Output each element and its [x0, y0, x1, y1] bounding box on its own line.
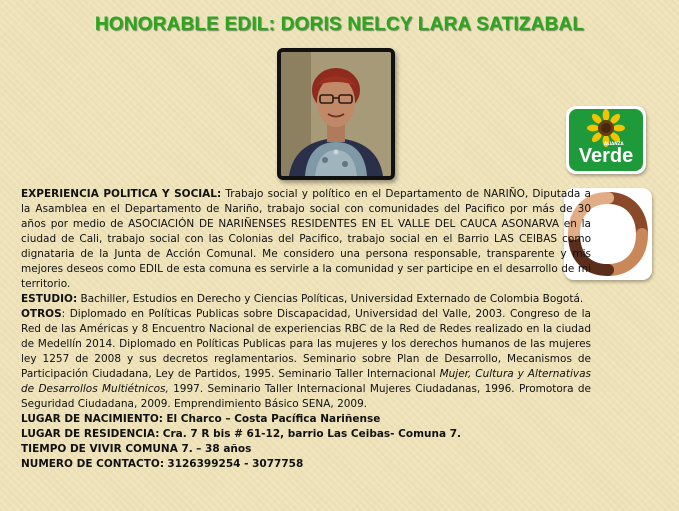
tiempo-value: – 38 años [196, 443, 252, 455]
logo-small-text: ALIANZA [604, 141, 624, 146]
portrait-image [281, 52, 391, 176]
logo-name: Verde [578, 145, 634, 167]
tiempo-line [21, 442, 591, 457]
residencia-value: Cra. 7 R bis # 61-12, barrio Las Ceibas- Comuna 7. [162, 428, 462, 440]
contacto-label: NUMERO DE CONTACTO: [21, 458, 165, 470]
otros-text-italic: Mujer, Cultura y Alternativas de Desarrollos Multiétnicos, [21, 368, 592, 395]
residencia-label: LUGAR DE RESIDENCIA: [21, 428, 160, 440]
portrait-photo [277, 48, 395, 180]
tiempo-label: TIEMPO DE VIVIR COMUNA 7. [21, 443, 193, 455]
contacto-line [21, 457, 591, 472]
page-title: HONORABLE EDIL: DORIS NELCY LARA SATIZABAL [94, 14, 585, 35]
estudio-text: Bachiller, Estudios en Derecho y Ciencias Políticas, Universidad Externado de Colombia Bogotá. [80, 293, 584, 305]
estudio-label: ESTUDIO: [21, 293, 78, 305]
experiencia-paragraph [21, 187, 591, 292]
residencia-line [21, 427, 591, 442]
experiencia-label: EXPERIENCIA POLITICA Y SOCIAL: [21, 188, 222, 200]
profile-text [21, 187, 591, 472]
estudio-paragraph [21, 292, 591, 307]
otros-text-1: : Diplomado en Políticas Publicas sobre Discapacidad, Universidad del Valle, 2003. Congreso de la Red de las Américas y 8 Encuentro Nacional de experiencias RBC de la Red de Redes realizado en la ciudad de Medellín 2014. Diplomado en Políticas Publicas para las mujeres y los derechos humanos de las mujeres ley 1257 de 2008 y sus decretos reglamentarios. Seminario sobre Plan de Desarrollo, Mecanismos de Participación Ciudadana, Ley de Partidos, 1995. Seminario Taller Internacional [21, 308, 591, 380]
otros-text-2: 1997. Seminario Taller Internacional Mujeres Ciudadanas, 1996. Promotora de Seguridad Ciudadana, 2009. Emprendimiento Básico SENA, 2009. [21, 383, 591, 410]
alianza-verde-logo [566, 106, 646, 174]
otros-paragraph [21, 307, 591, 412]
nacimiento-value: El Charco – Costa Pacífica Nariñense [166, 413, 381, 425]
nacimiento-label: LUGAR DE NACIMIENTO: [21, 413, 164, 425]
experiencia-text: Trabajo social y político en el Departamento de NARIÑO, Diputada a la Asamblea en el Departamento de Nariño, trabajo social con comunidades del Pacifico por más de 30 años por medio de ASOCIACIÓN DE NARIÑENSES RESIDENTES EN EL VALLE DEL CAUCA ASONARVA en la ciudad de Cali, trabajo social con las Colonias del Pacifico, trabajo social en el Barrio LAS CEIBAS como dignataria de la Junta de Acción Comunal. Me considero una persona responsable, transparente y mis mejores deseos como EDIL de esta comuna es servirle a la comunidad y ser participe en el desarrollo de mi territorio. [21, 188, 591, 290]
nacimiento-line [21, 412, 591, 427]
otros-label: OTROS [21, 308, 62, 320]
contacto-value: 3126399254 - 3077758 [167, 458, 304, 470]
